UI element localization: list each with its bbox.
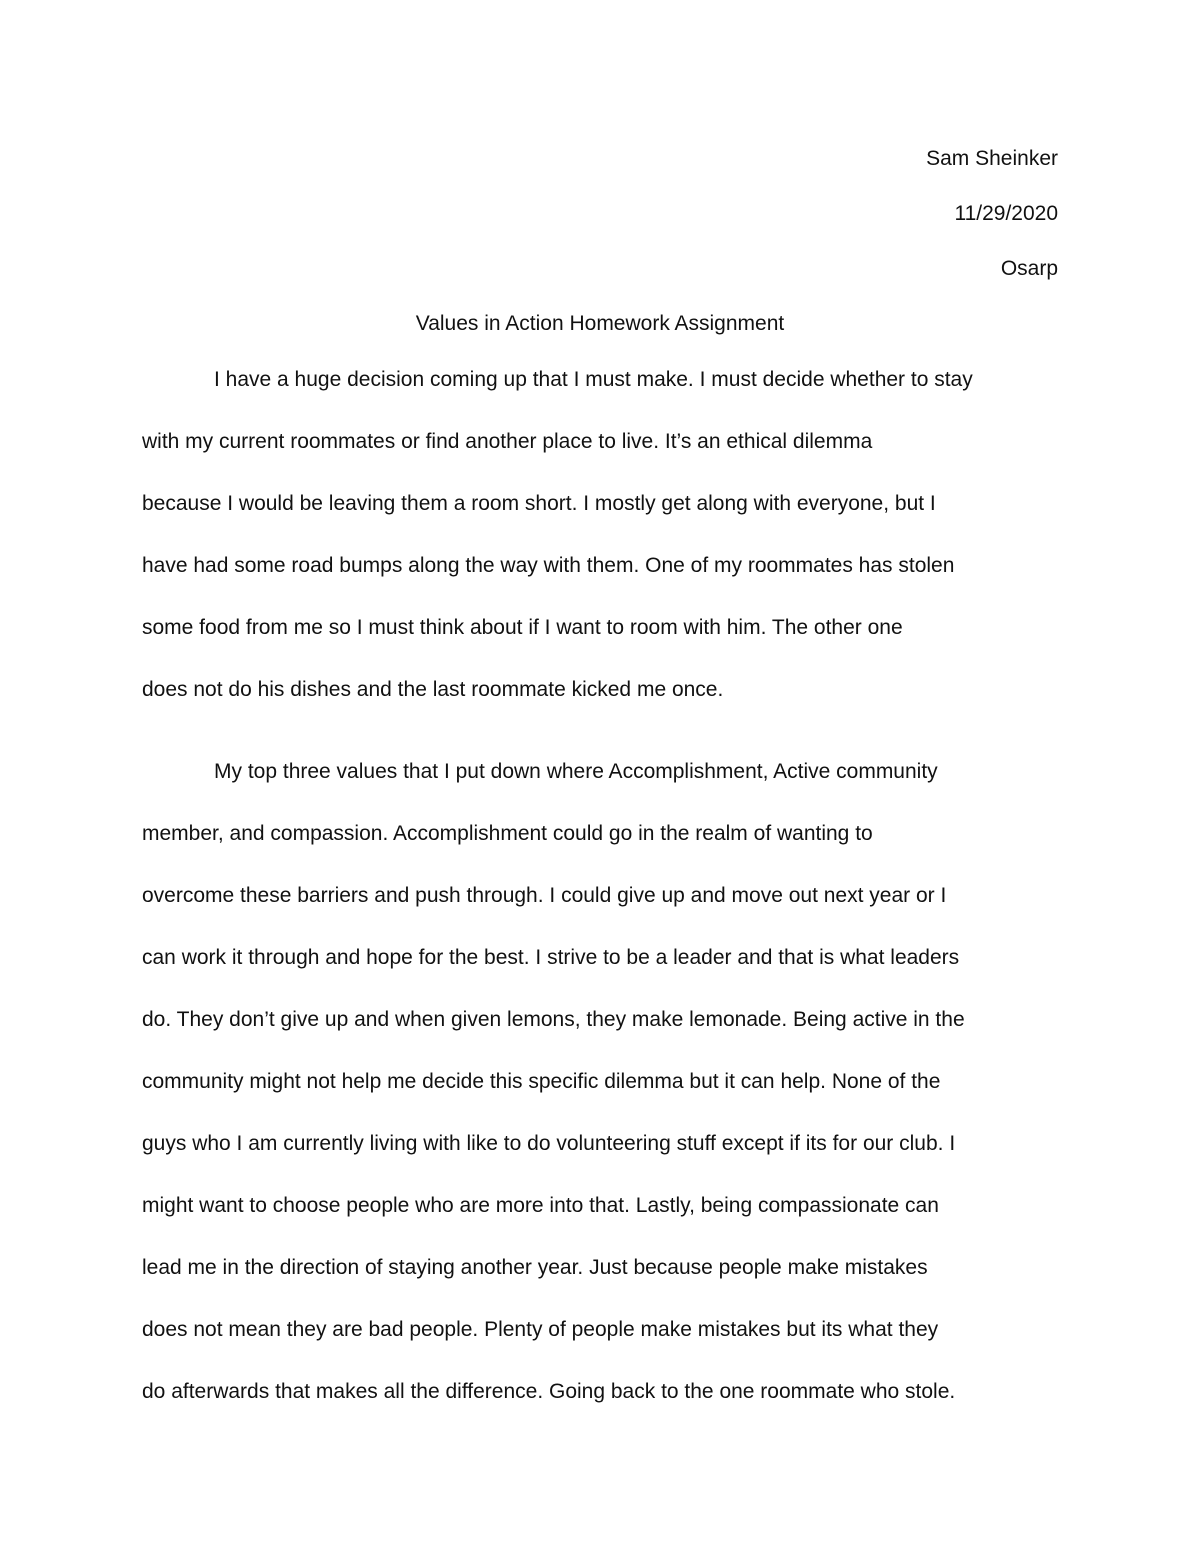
paragraph-2-line: does not mean they are bad people. Plenty of people make mistakes but its what they: [142, 1318, 939, 1341]
paragraph-2-line: member, and compassion. Accomplishment could go in the realm of wanting to: [142, 822, 873, 845]
paragraph-2-line: overcome these barriers and push through. I could give up and move out next year or I: [142, 884, 947, 907]
instructor-name: Osarp: [1000, 257, 1058, 280]
paragraph-2-line: do. They don’t give up and when given lemons, they make lemonade. Being active in the: [142, 1008, 965, 1031]
paragraph-2-line: do afterwards that makes all the difference. Going back to the one roommate who stole.: [142, 1380, 956, 1403]
paragraph-2-line: can work it through and hope for the best. I strive to be a leader and that is what leaders: [142, 946, 960, 969]
paragraph-1-line: with my current roommates or find another place to live. It’s an ethical dilemma: [142, 430, 873, 453]
paragraph-2-line: guys who I am currently living with like to do volunteering stuff except if its for our club. I: [142, 1132, 956, 1155]
paragraph-1-line: some food from me so I must think about if I want to room with him. The other one: [142, 616, 903, 639]
author-name: Sam Sheinker: [926, 147, 1058, 170]
paragraph-1-line: does not do his dishes and the last roommate kicked me once.: [142, 678, 724, 701]
document-date: 11/29/2020: [954, 202, 1058, 225]
paragraph-1-line: I have a huge decision coming up that I must make. I must decide whether to stay: [214, 368, 973, 391]
document-title: Values in Action Homework Assignment: [415, 312, 785, 335]
paragraph-2-line: lead me in the direction of staying another year. Just because people make mistakes: [142, 1256, 928, 1279]
paragraph-2-line: My top three values that I put down where Accomplishment, Active community: [214, 760, 938, 783]
paragraph-2-line: might want to choose people who are more into that. Lastly, being compassionate can: [142, 1194, 939, 1217]
paragraph-1-line: have had some road bumps along the way with them. One of my roommates has stolen: [142, 554, 955, 577]
paragraph-2-line: community might not help me decide this specific dilemma but it can help. None of the: [142, 1070, 941, 1093]
paragraph-1-line: because I would be leaving them a room short. I mostly get along with everyone, but I: [142, 492, 936, 515]
